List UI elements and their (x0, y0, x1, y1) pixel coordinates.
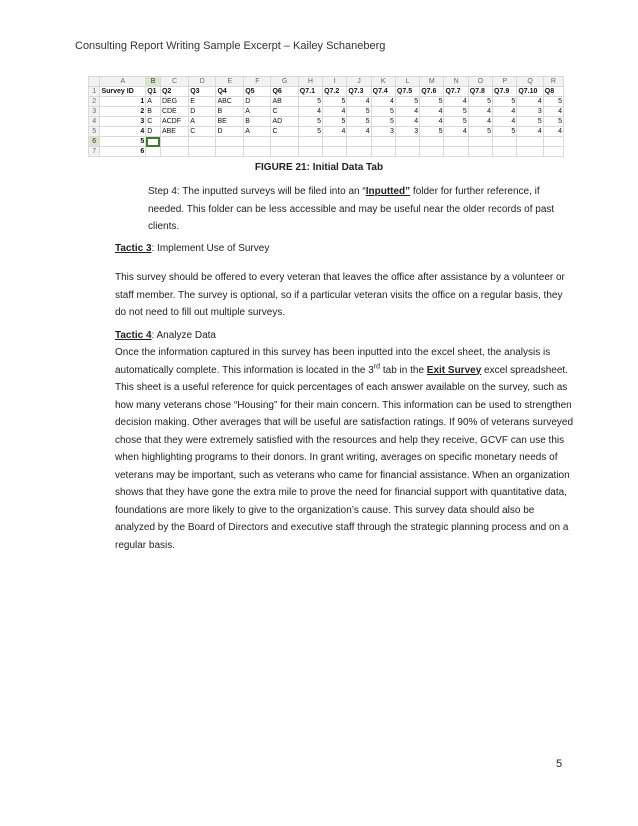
sheet-cell[interactable]: B (244, 117, 271, 127)
sheet-cell[interactable]: C (146, 117, 161, 127)
sheet-cell[interactable] (298, 137, 322, 147)
column-header-m[interactable]: M (420, 77, 444, 87)
sheet-cell[interactable] (444, 137, 468, 147)
sheet-cell[interactable]: A (244, 127, 271, 137)
sheet-cell[interactable]: B (216, 107, 244, 117)
sheet-cell[interactable]: 5 (543, 97, 563, 107)
sheet-cell[interactable]: D (216, 127, 244, 137)
sheet-cell[interactable]: D (244, 97, 271, 107)
sheet-cell[interactable] (371, 137, 395, 147)
sheet-cell[interactable]: AD (271, 117, 298, 127)
sheet-cell[interactable] (468, 137, 492, 147)
sheet-cell[interactable]: 4 (543, 107, 563, 117)
column-header-b[interactable]: B (146, 77, 161, 87)
sheet-cell[interactable] (244, 147, 271, 157)
sheet-cell[interactable]: 5 (444, 117, 468, 127)
sheet-cell[interactable]: AB (271, 97, 298, 107)
sheet-cell[interactable]: 5 (347, 107, 371, 117)
sheet-cell[interactable]: D (189, 107, 216, 117)
sheet-cell[interactable]: ACDF (160, 117, 188, 127)
sheet-cell[interactable] (347, 137, 371, 147)
sheet-cell[interactable]: 4 (420, 107, 444, 117)
tactic4-heading (115, 327, 216, 345)
sheet-cell[interactable]: Q1 (146, 87, 161, 97)
sheet-cell[interactable]: 4 (444, 97, 468, 107)
sheet-cell[interactable] (146, 147, 161, 157)
ordinal-suffix: rd (373, 363, 381, 371)
sheet-cell[interactable]: 4 (347, 127, 371, 137)
sheet-cell[interactable]: ABE (160, 127, 188, 137)
page-number: 5 (556, 758, 563, 770)
sheet-cell[interactable]: 1 (100, 97, 146, 107)
sheet-cell[interactable] (244, 137, 271, 147)
sheet-cell[interactable]: 5 (371, 107, 395, 117)
sheet-row (89, 97, 564, 107)
sheet-cell[interactable]: Q7.7 (444, 87, 468, 97)
tactic3-title: : Implement Use of Survey (151, 243, 270, 254)
sheet-cell[interactable] (271, 137, 298, 147)
sheet-cell[interactable] (189, 137, 216, 147)
sheet-cell[interactable]: 5 (493, 97, 517, 107)
sheet-row (89, 117, 564, 127)
sheet-cell[interactable] (517, 137, 543, 147)
column-header-i[interactable]: I (323, 77, 347, 87)
sheet-cell[interactable]: 4 (493, 107, 517, 117)
sheet-cell[interactable]: 4 (100, 127, 146, 137)
sheet-cell[interactable] (395, 147, 419, 157)
sheet-cell[interactable] (543, 137, 563, 147)
column-header-row (89, 77, 564, 87)
spreadsheet-screenshot (88, 76, 564, 158)
column-header-a[interactable]: A (100, 77, 146, 87)
spreadsheet-table (88, 76, 564, 157)
sheet-cell[interactable] (347, 147, 371, 157)
sheet-cell[interactable]: 5 (468, 97, 492, 107)
sheet-cell[interactable]: 4 (468, 107, 492, 117)
sheet-cell[interactable]: Q7.2 (323, 87, 347, 97)
sheet-cell[interactable]: Q2 (160, 87, 188, 97)
sheet-cell[interactable]: Q7.3 (347, 87, 371, 97)
sheet-cell[interactable]: Q7.9 (493, 87, 517, 97)
sheet-row (89, 107, 564, 117)
column-header-p[interactable]: P (493, 77, 517, 87)
sheet-cell[interactable] (323, 147, 347, 157)
sheet-cell[interactable]: Q7.6 (420, 87, 444, 97)
sheet-cell[interactable]: C (271, 127, 298, 137)
row-header-4[interactable]: 4 (89, 117, 100, 127)
sheet-cell[interactable]: 5 (371, 117, 395, 127)
tactic4-text-end: excel spreadsheet. This sheet is a useful reference for quick percentages of each answer available on the survey, such as how many veterans chose “Housing” for their main concern. This information can be used to strengthen decision making. Other averages that will be useful are satisfaction ratings. If 90% of veterans surveyed chose that they were extremely satisfied with the resources and help they receive, GCVF can use this when highlighting programs to their donors. In grant writing, averages on specific monetary needs of veterans may be important, such as veterans who came for financial assistance. When an organization shows that they have gone the extra mile to prove the need for financial support with quantitative data, foundations are more likely to give to the organization’s cause. This survey data should also be analyzed by the Board of Directors and executive staff through the strategic planning process and on a regular basis. (115, 364, 574, 551)
sheet-cell[interactable]: 4 (468, 117, 492, 127)
sheet-cell[interactable]: B (146, 107, 161, 117)
sheet-cell[interactable]: 4 (347, 97, 371, 107)
sheet-cell[interactable]: Q3 (189, 87, 216, 97)
tactic3-heading (115, 240, 269, 258)
sheet-cell[interactable] (517, 147, 543, 157)
column-header-g[interactable]: G (271, 77, 298, 87)
tactic4-text-mid: tab in the (380, 364, 427, 376)
sheet-cell[interactable]: 5 (323, 97, 347, 107)
step4-paragraph (148, 183, 568, 236)
row-header-5[interactable]: 5 (89, 127, 100, 137)
sheet-cell[interactable] (298, 147, 322, 157)
tactic4-text: Once the information captured in this survey has been inputted into the excel sheet, the analysis is automatically complete. This information is located in the 3 (115, 347, 551, 376)
sheet-cell[interactable]: Q7.4 (371, 87, 395, 97)
sheet-cell[interactable]: Q7.8 (468, 87, 492, 97)
sheet-cell[interactable]: 5 (543, 117, 563, 127)
sheet-corner[interactable] (89, 77, 100, 87)
row-header-1[interactable]: 1 (89, 87, 100, 97)
sheet-cell[interactable]: 5 (420, 97, 444, 107)
sheet-cell[interactable]: 5 (493, 127, 517, 137)
sheet-cell[interactable] (444, 147, 468, 157)
sheet-cell[interactable] (323, 137, 347, 147)
sheet-cell[interactable]: 5 (298, 97, 322, 107)
sheet-cell[interactable]: 5 (468, 127, 492, 137)
sheet-cell[interactable]: 4 (517, 97, 543, 107)
sheet-cell[interactable]: 5 (298, 127, 322, 137)
sheet-cell[interactable]: A (189, 117, 216, 127)
row-header-2[interactable]: 2 (89, 97, 100, 107)
sheet-cell[interactable]: 5 (347, 117, 371, 127)
sheet-cell[interactable]: 4 (543, 127, 563, 137)
sheet-cell[interactable]: 3 (395, 127, 419, 137)
sheet-cell[interactable] (493, 147, 517, 157)
sheet-cell[interactable]: CDE (160, 107, 188, 117)
sheet-cell[interactable] (493, 137, 517, 147)
sheet-row (89, 137, 564, 147)
sheet-cell[interactable] (189, 147, 216, 157)
sheet-cell[interactable]: 3 (100, 117, 146, 127)
sheet-cell[interactable]: 5 (298, 117, 322, 127)
sheet-cell[interactable]: 4 (395, 117, 419, 127)
sheet-cell[interactable]: 4 (420, 117, 444, 127)
column-header-q[interactable]: Q (517, 77, 543, 87)
sheet-cell[interactable]: 4 (493, 117, 517, 127)
sheet-cell[interactable] (271, 147, 298, 157)
sheet-cell[interactable]: Q8 (543, 87, 563, 97)
figure-caption: FIGURE 21: Initial Data Tab (254, 162, 384, 173)
sheet-cell[interactable]: 5 (517, 117, 543, 127)
sheet-cell[interactable] (371, 147, 395, 157)
sheet-cell[interactable] (146, 137, 161, 147)
column-header-f[interactable]: F (244, 77, 271, 87)
column-header-n[interactable]: N (444, 77, 468, 87)
column-header-h[interactable]: H (298, 77, 322, 87)
sheet-cell[interactable]: BE (216, 117, 244, 127)
step4-text: Step 4: The inputted surveys will be filed into an “ (148, 186, 366, 197)
sheet-cell[interactable] (216, 137, 244, 147)
sheet-cell[interactable]: 2 (100, 107, 146, 117)
page-header: Consulting Report Writing Sample Excerpt – Kailey Schaneberg (75, 40, 386, 52)
sheet-cell[interactable] (468, 147, 492, 157)
sheet-row (89, 147, 564, 157)
sheet-cell[interactable]: E (189, 97, 216, 107)
sheet-cell[interactable] (160, 137, 188, 147)
column-header-c[interactable]: C (160, 77, 188, 87)
sheet-cell[interactable] (420, 137, 444, 147)
tactic4-paragraph (115, 344, 575, 554)
sheet-cell[interactable]: 3 (371, 127, 395, 137)
exit-survey-name: Exit Survey (426, 364, 482, 376)
sheet-row (89, 87, 564, 97)
sheet-cell[interactable]: 4 (444, 127, 468, 137)
sheet-cell[interactable]: 6 (100, 147, 146, 157)
sheet-cell[interactable]: Q4 (216, 87, 244, 97)
sheet-cell[interactable]: 4 (371, 97, 395, 107)
column-header-j[interactable]: J (347, 77, 371, 87)
sheet-cell[interactable]: Q7.5 (395, 87, 419, 97)
sheet-cell[interactable]: D (146, 127, 161, 137)
sheet-cell[interactable]: 3 (517, 107, 543, 117)
row-header-6[interactable]: 6 (89, 137, 100, 147)
row-header-3[interactable]: 3 (89, 107, 100, 117)
sheet-cell[interactable] (420, 147, 444, 157)
sheet-cell[interactable]: DEG (160, 97, 188, 107)
step4-text-end: folder for further reference, if needed. This folder can be less accessible and may be useful near the older records of past clients. (148, 186, 555, 232)
sheet-cell[interactable] (395, 137, 419, 147)
sheet-cell[interactable]: Q7.1 (298, 87, 322, 97)
tactic4-label: Tactic 4 (115, 330, 152, 341)
column-header-e[interactable]: E (216, 77, 244, 87)
sheet-cell[interactable] (543, 147, 563, 157)
inputted-folder-name: Inputted” (365, 186, 411, 197)
tactic3-label: Tactic 3 (115, 243, 152, 254)
sheet-cell[interactable]: Q6 (271, 87, 298, 97)
sheet-cell[interactable]: A (244, 107, 271, 117)
sheet-cell[interactable]: 5 (420, 127, 444, 137)
sheet-cell[interactable]: Survey ID (100, 87, 146, 97)
sheet-cell[interactable]: 5 (395, 97, 419, 107)
row-header-7[interactable]: 7 (89, 147, 100, 157)
sheet-cell[interactable]: 4 (395, 107, 419, 117)
sheet-cell[interactable]: Q5 (244, 87, 271, 97)
sheet-cell[interactable]: Q7.10 (517, 87, 543, 97)
sheet-cell[interactable]: 4 (323, 107, 347, 117)
tactic3-paragraph: This survey should be offered to every veteran that leaves the office after assistance by a volunteer or staff member. The survey is optional, so if a particular veteran visits the office on a regular basis, they do not need to fill out multiple surveys. (115, 272, 565, 318)
sheet-cell[interactable]: A (146, 97, 161, 107)
column-header-l[interactable]: L (395, 77, 419, 87)
column-header-k[interactable]: K (371, 77, 395, 87)
sheet-cell[interactable]: 4 (323, 127, 347, 137)
sheet-cell[interactable]: 5 (323, 117, 347, 127)
sheet-cell[interactable] (216, 147, 244, 157)
sheet-row (89, 127, 564, 137)
sheet-cell[interactable]: 4 (298, 107, 322, 117)
column-header-r[interactable]: R (543, 77, 563, 87)
sheet-cell[interactable]: 4 (517, 127, 543, 137)
sheet-cell[interactable] (160, 147, 188, 157)
sheet-cell[interactable]: 5 (444, 107, 468, 117)
column-header-d[interactable]: D (189, 77, 216, 87)
sheet-cell[interactable]: ABC (216, 97, 244, 107)
sheet-cell[interactable]: C (189, 127, 216, 137)
sheet-cell[interactable]: C (271, 107, 298, 117)
column-header-o[interactable]: O (468, 77, 492, 87)
sheet-cell[interactable]: 5 (100, 137, 146, 147)
tactic4-title: : Analyze Data (151, 330, 216, 341)
